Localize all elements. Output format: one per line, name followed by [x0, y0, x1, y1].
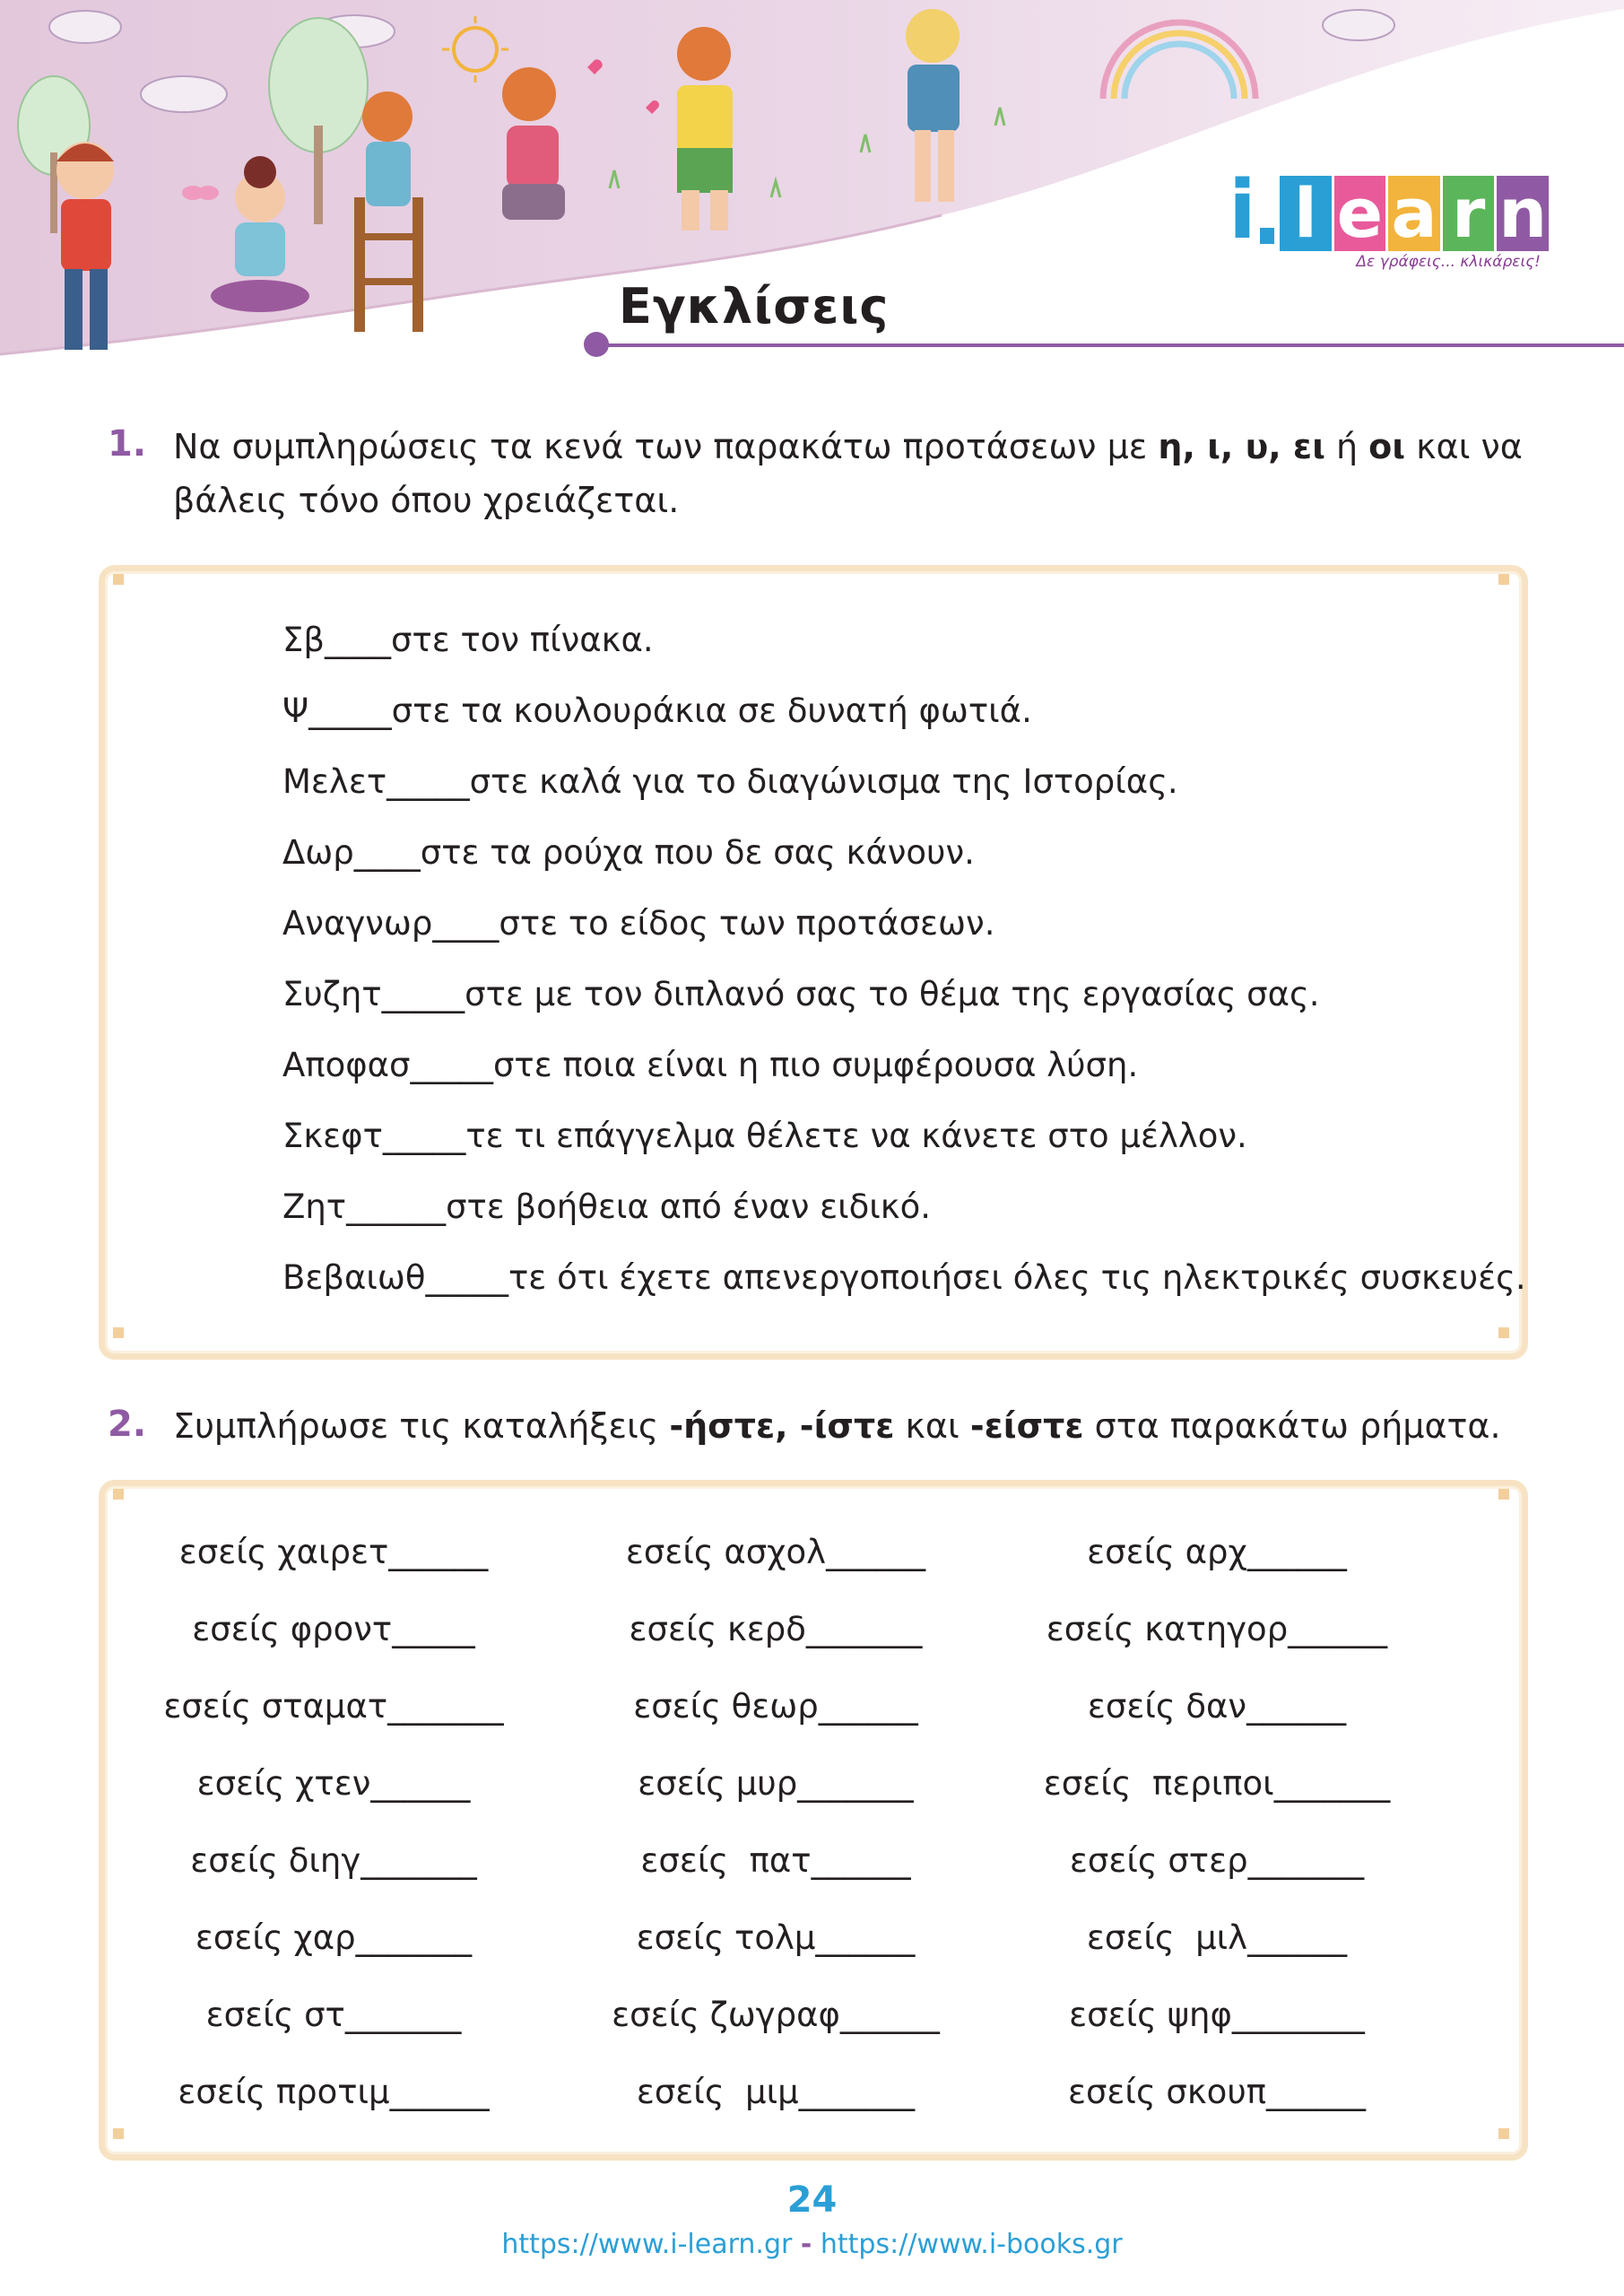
verb-c1-5[interactable]: εσείς διηγ_______	[190, 1841, 477, 1880]
i-learn-logo	[1229, 161, 1551, 283]
verb-c1-3[interactable]: εσείς σταματ_______	[163, 1687, 504, 1726]
sentence-2[interactable]: Ψ_____στε τα κουλουράκια σε δυνατή φωτιά.	[282, 691, 1032, 730]
link-i-learn[interactable]: https://www.i-learn.gr	[501, 2229, 793, 2260]
logo-letter-i: i	[1229, 163, 1256, 257]
verb-c2-6[interactable]: εσείς τολμ______	[636, 1918, 916, 1957]
frame-corner	[1498, 1489, 1509, 1500]
ex2-bold-b: -είστε	[969, 1406, 1084, 1446]
verb-c3-7[interactable]: εσείς ψηφ________	[1069, 1996, 1365, 2034]
title-rule	[596, 344, 1624, 347]
ex2-text-c: στα παρακάτω ρήματα.	[1083, 1406, 1501, 1446]
verb-c2-8[interactable]: εσείς μιμ_______	[636, 2073, 916, 2111]
frame-corner	[1498, 574, 1509, 585]
sentence-6[interactable]: Συζητ_____στε με τον διπλανό σας το θέμα της εργασίας σας.	[282, 975, 1320, 1013]
page-title: Εγκλίσεις	[619, 278, 890, 335]
ex2-text-b: και	[894, 1406, 970, 1446]
logo-tagline: Δε γράφεις... κλικάρεις!	[1356, 253, 1541, 271]
sentence-3[interactable]: Μελετ_____στε καλά για το διαγώνισμα της Ιστορίας.	[282, 762, 1178, 801]
sentence-10[interactable]: Βεβαιωθ_____τε ότι έχετε απενεργοποιήσει όλες τις ηλεκτρικές συσκευές.	[282, 1258, 1526, 1297]
verb-c3-3[interactable]: εσείς δαν______	[1087, 1687, 1347, 1726]
verb-c3-4[interactable]: εσείς περιποι_______	[1043, 1764, 1391, 1803]
page-number: 24	[786, 2179, 838, 2221]
frame-corner	[113, 1327, 124, 1338]
verb-c3-1[interactable]: εσείς αρχ______	[1087, 1533, 1347, 1571]
logo-tile-n: n	[1498, 173, 1548, 253]
verb-c1-6[interactable]: εσείς χαρ_______	[195, 1918, 473, 1957]
exercise-1-instructions	[173, 420, 1554, 527]
frame-corner	[113, 574, 124, 585]
footer-links	[0, 2229, 1624, 2260]
verb-c2-1[interactable]: εσείς ασχολ______	[625, 1533, 926, 1571]
verb-c3-8[interactable]: εσείς σκουπ______	[1067, 2073, 1367, 2111]
exercise-2-number: 2.	[108, 1404, 147, 1445]
logo-tile-r: r	[1443, 176, 1495, 251]
ex1-line-2: βάλεις τόνο όπου χρειάζεται.	[173, 481, 680, 520]
exercise-1-number: 1.	[108, 423, 147, 465]
frame-corner	[113, 1489, 124, 1500]
verb-c3-6[interactable]: εσείς μιλ______	[1086, 1918, 1348, 1957]
verb-c2-5[interactable]: εσείς πατ______	[640, 1841, 911, 1880]
frame-corner	[113, 2128, 124, 2139]
link-i-books[interactable]: https://www.i-books.gr	[820, 2229, 1123, 2260]
verb-c3-2[interactable]: εσείς κατηγορ______	[1046, 1610, 1388, 1648]
ex1-text-b: ή	[1324, 427, 1369, 466]
logo-tile-l: l	[1280, 176, 1332, 251]
verb-c1-1[interactable]: εσείς χαιρετ______	[178, 1533, 489, 1571]
sentence-1[interactable]: Σβ____στε τον πίνακα.	[282, 621, 654, 659]
logo-tile-a: a	[1388, 176, 1440, 251]
sentence-9[interactable]: Ζητ______στε βοήθεια από έναν ειδικό.	[282, 1187, 931, 1226]
title-bullet	[584, 332, 609, 357]
verb-c1-2[interactable]: εσείς φροντ_____	[192, 1610, 475, 1648]
frame-corner	[1498, 1327, 1509, 1338]
logo-dot	[1260, 228, 1274, 244]
ex1-bold-b: οι	[1368, 427, 1406, 466]
verb-c2-2[interactable]: εσείς κερδ_______	[629, 1610, 923, 1648]
ex1-bold-a: η, ι, υ, ει	[1158, 427, 1325, 466]
verb-c1-8[interactable]: εσείς προτιμ______	[178, 2073, 490, 2111]
verb-c3-5[interactable]: εσείς στερ_______	[1069, 1841, 1365, 1880]
exercise-1-box	[99, 565, 1528, 1360]
verb-c1-4[interactable]: εσείς χτεν______	[196, 1764, 471, 1803]
logo-tile-e: e	[1334, 176, 1386, 251]
exercise-2-instructions	[173, 1399, 1554, 1453]
verb-c2-7[interactable]: εσείς ζωγραφ______	[612, 1996, 940, 2034]
verb-c1-7[interactable]: εσείς στ_______	[205, 1996, 462, 2034]
ex2-bold-a: -ήστε, -ίστε	[669, 1406, 895, 1446]
verb-c2-4[interactable]: εσείς μυρ_______	[638, 1764, 914, 1803]
sentence-8[interactable]: Σκεφτ_____τε τι επάγγελμα θέλετε να κάνετε στο μέλλον.	[282, 1117, 1247, 1155]
ex2-text-a: Συμπλήρωσε τις καταλήξεις	[173, 1406, 670, 1446]
frame-corner	[1498, 2128, 1509, 2139]
verb-c2-3[interactable]: εσείς θεωρ______	[633, 1687, 918, 1726]
sentence-5[interactable]: Αναγνωρ____στε το είδος των προτάσεων.	[282, 904, 995, 943]
sentence-4[interactable]: Δωρ____στε τα ρούχα που δε σας κάνουν.	[282, 833, 975, 872]
ex1-text-a: Να συμπληρώσεις τα κενά των παρακάτω προτάσεων με	[173, 427, 1159, 466]
ex1-text-c: και να	[1405, 427, 1523, 466]
footer-separator: -	[800, 2229, 812, 2260]
sentence-7[interactable]: Αποφασ_____στε ποια είναι η πιο συμφέρουσα λύση.	[282, 1046, 1139, 1084]
exercise-2-box	[99, 1480, 1528, 2161]
